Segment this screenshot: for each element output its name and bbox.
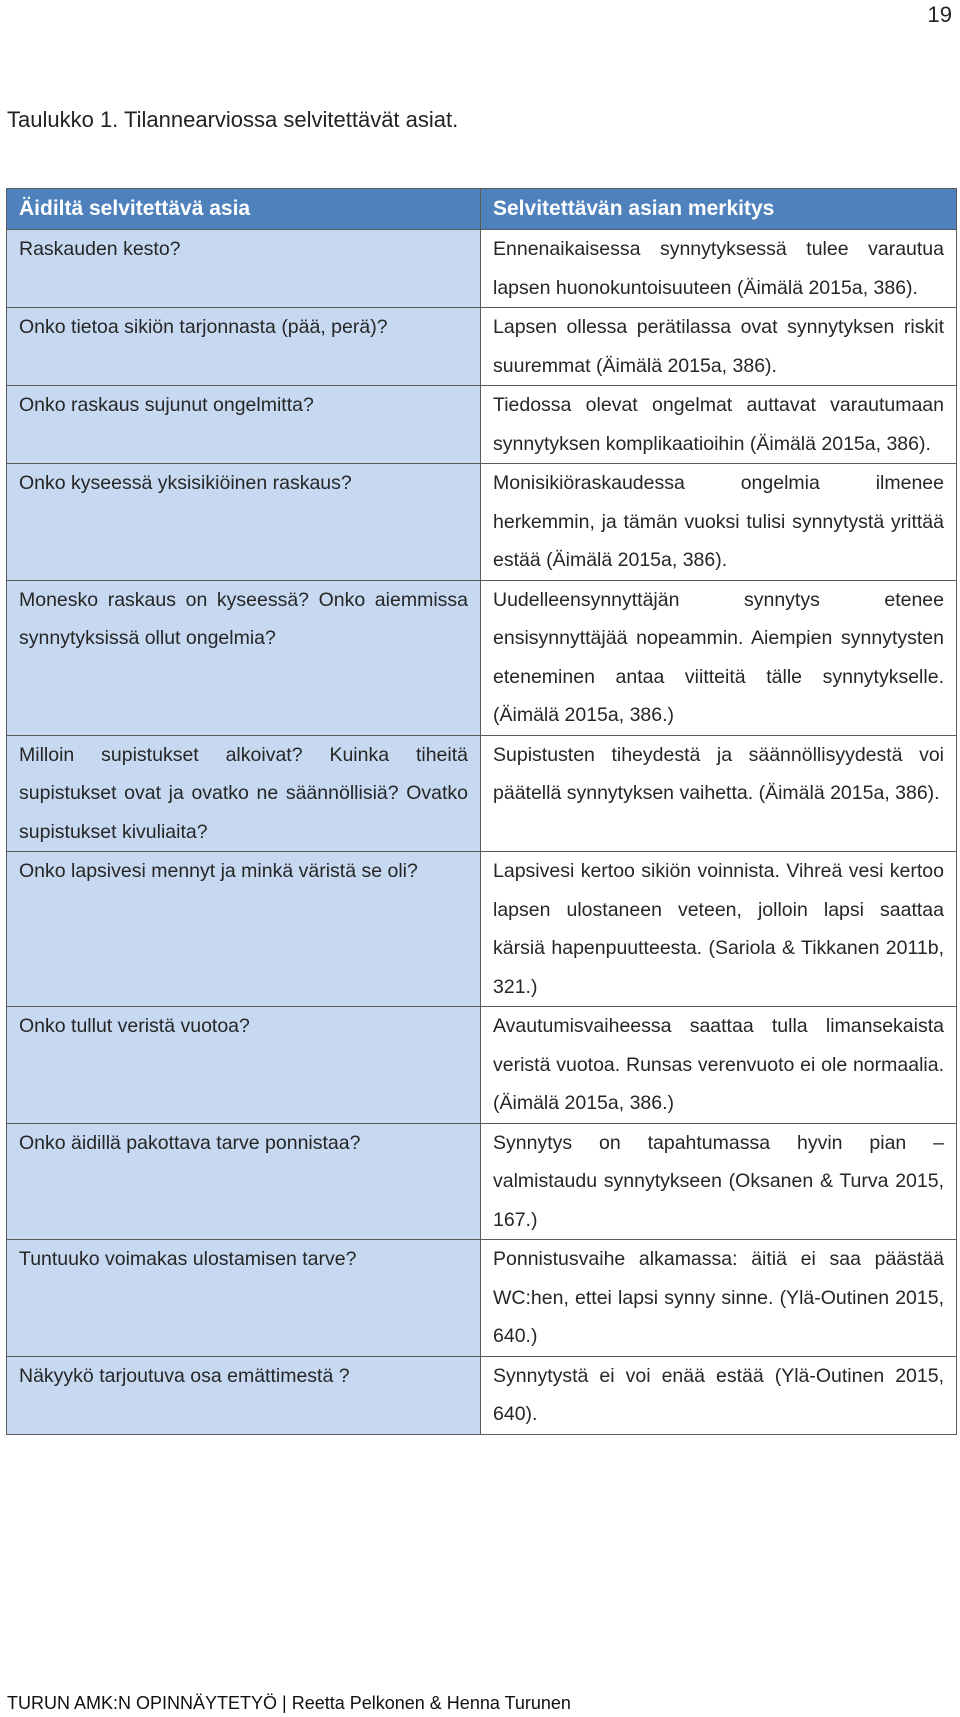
table-row xyxy=(7,735,957,852)
question-cell: Onko tullut veristä vuotoa? xyxy=(7,1007,481,1124)
meaning-cell: Monisikiöraskaudessa ongelmia ilmenee herkemmin, ja tämän vuoksi tulisi synnytystä yrittää estää (Äimälä 2015a, 386). xyxy=(481,464,957,581)
header-question: Äidiltä selvitettävä asia xyxy=(7,189,481,230)
meaning-cell: Synnytys on tapahtumassa hyvin pian – valmistaudu synnytykseen (Oksanen & Turva 2015, 167.) xyxy=(481,1123,957,1240)
header-meaning: Selvitettävän asian merkitys xyxy=(481,189,957,230)
question-cell: Milloin supistukset alkoivat? Kuinka tiheitä supistukset ovat ja ovatko ne säännöllisiä? Ovatko supistukset kivuliaita? xyxy=(7,735,481,852)
table-row xyxy=(7,464,957,581)
meaning-cell: Ponnistusvaihe alkamassa: äitiä ei saa päästää WC:hen, ettei lapsi synny sinne. (Ylä-Outinen 2015, 640.) xyxy=(481,1240,957,1357)
question-cell: Raskauden kesto? xyxy=(7,230,481,308)
page-footer: TURUN AMK:N OPINNÄYTETYÖ | Reetta Pelkonen & Henna Turunen xyxy=(7,1693,571,1713)
meaning-cell: Supistusten tiheydestä ja säännöllisyydestä voi päätellä synnytyksen vaihetta. (Äimälä 2015a, 386). xyxy=(481,735,957,852)
table-row xyxy=(7,1356,957,1434)
assessment-table xyxy=(6,188,957,1435)
table-caption: Taulukko 1. Tilannearviossa selvitettävät asiat. xyxy=(7,107,459,132)
question-cell: Onko raskaus sujunut ongelmitta? xyxy=(7,386,481,464)
table-row xyxy=(7,308,957,386)
question-cell: Onko lapsivesi mennyt ja minkä väristä se oli? xyxy=(7,852,481,1007)
meaning-cell: Avautumisvaiheessa saattaa tulla limansekaista veristä vuotoa. Runsas verenvuoto ei ole normaalia. (Äimälä 2015a, 386.) xyxy=(481,1007,957,1124)
table-row xyxy=(7,852,957,1007)
table-row xyxy=(7,386,957,464)
question-cell: Monesko raskaus on kyseessä? Onko aiemmissa synnytyksissä ollut ongelmia? xyxy=(7,580,481,735)
table-row xyxy=(7,580,957,735)
meaning-cell: Uudelleensynnyttäjän synnytys etenee ensisynnyttäjää nopeammin. Aiempien synnytysten eteneminen antaa viitteitä tälle synnytykselle. (Äimälä 2015a, 386.) xyxy=(481,580,957,735)
table-row xyxy=(7,230,957,308)
table-header-row xyxy=(7,189,957,230)
page-number: 19 xyxy=(927,2,952,27)
meaning-cell: Tiedossa olevat ongelmat auttavat varautumaan synnytyksen komplikaatioihin (Äimälä 2015a, 386). xyxy=(481,386,957,464)
meaning-cell: Lapsivesi kertoo sikiön voinnista. Vihreä vesi kertoo lapsen ulostaneen veteen, jolloin lapsi saattaa kärsiä hapenpuutteesta. (Sariola & Tikkanen 2011b, 321.) xyxy=(481,852,957,1007)
table-row xyxy=(7,1123,957,1240)
question-cell: Tuntuuko voimakas ulostamisen tarve? xyxy=(7,1240,481,1357)
question-cell: Onko tietoa sikiön tarjonnasta (pää, perä)? xyxy=(7,308,481,386)
table-row xyxy=(7,1240,957,1357)
meaning-cell: Ennenaikaisessa synnytyksessä tulee varautua lapsen huonokuntoisuuteen (Äimälä 2015a, 386). xyxy=(481,230,957,308)
table-row xyxy=(7,1007,957,1124)
meaning-cell: Lapsen ollessa perätilassa ovat synnytyksen riskit suuremmat (Äimälä 2015a, 386). xyxy=(481,308,957,386)
question-cell: Onko kyseessä yksisikiöinen raskaus? xyxy=(7,464,481,581)
question-cell: Onko äidillä pakottava tarve ponnistaa? xyxy=(7,1123,481,1240)
meaning-cell: Synnytystä ei voi enää estää (Ylä-Outinen 2015, 640). xyxy=(481,1356,957,1434)
question-cell: Näkyykö tarjoutuva osa emättimestä ? xyxy=(7,1356,481,1434)
